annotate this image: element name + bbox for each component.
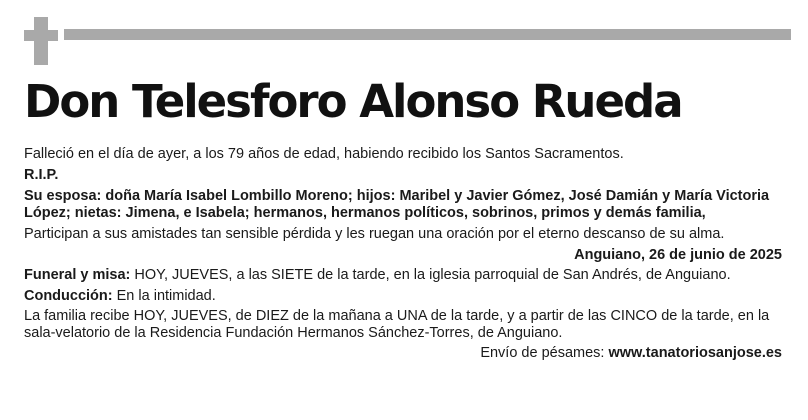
- death-notice: Falleció en el día de ayer, a los 79 años de edad, habiendo recibido los Santos Sacramentos.: [24, 146, 624, 162]
- condolences-line: [24, 345, 782, 362]
- conduccion-info: [24, 288, 782, 305]
- rip-line: R.I.P.: [24, 166, 59, 183]
- place-date: Anguiano, 26 de junio de 2025: [574, 246, 782, 263]
- cross-vertical-bar: [34, 17, 48, 65]
- obituary-body: [24, 146, 782, 366]
- family-label: Su esposa:: [24, 188, 102, 204]
- website-link[interactable]: www.tanatoriosanjose.es: [608, 345, 782, 361]
- condolences-label: Envío de pésames:: [480, 345, 609, 361]
- header-divider: [64, 29, 791, 40]
- funeral-text: HOY, JUEVES, a las SIETE de la tarde, en la iglesia parroquial de San Andrés, de Anguiano.: [130, 267, 731, 283]
- conduccion-text: En la intimidad.: [112, 287, 216, 304]
- cross-horizontal-bar: [24, 30, 58, 41]
- funeral-label: Funeral y misa:: [24, 267, 131, 283]
- funeral-info: [24, 267, 782, 284]
- family-list: [24, 188, 782, 221]
- announcement: Participan a sus amistades tan sensible pérdida y les ruegan una oración por el eterno descanso de su alma.: [24, 226, 725, 242]
- family-text: doña María Isabel Lombillo Moreno; hijos: Maribel y Javier Gómez, José Damián y María Victoria López; nietas: Jimena, e Isabela; hermanos, hermanos políticos, sobrinos, primos y demás familia,: [24, 188, 770, 221]
- deceased-name: Don Telesforo Alonso Rueda: [24, 75, 682, 128]
- conduccion-label: Conducción:: [24, 287, 113, 304]
- visitation-info: La familia recibe HOY, JUEVES, de DIEZ de la mañana a UNA de la tarde, y a partir de las CINCO de la tarde, en la sala-velatorio de la Residencia Fundación Hermanos Sánchez-Torres, de Anguiano.: [24, 308, 770, 341]
- latin-cross-icon: [24, 17, 58, 65]
